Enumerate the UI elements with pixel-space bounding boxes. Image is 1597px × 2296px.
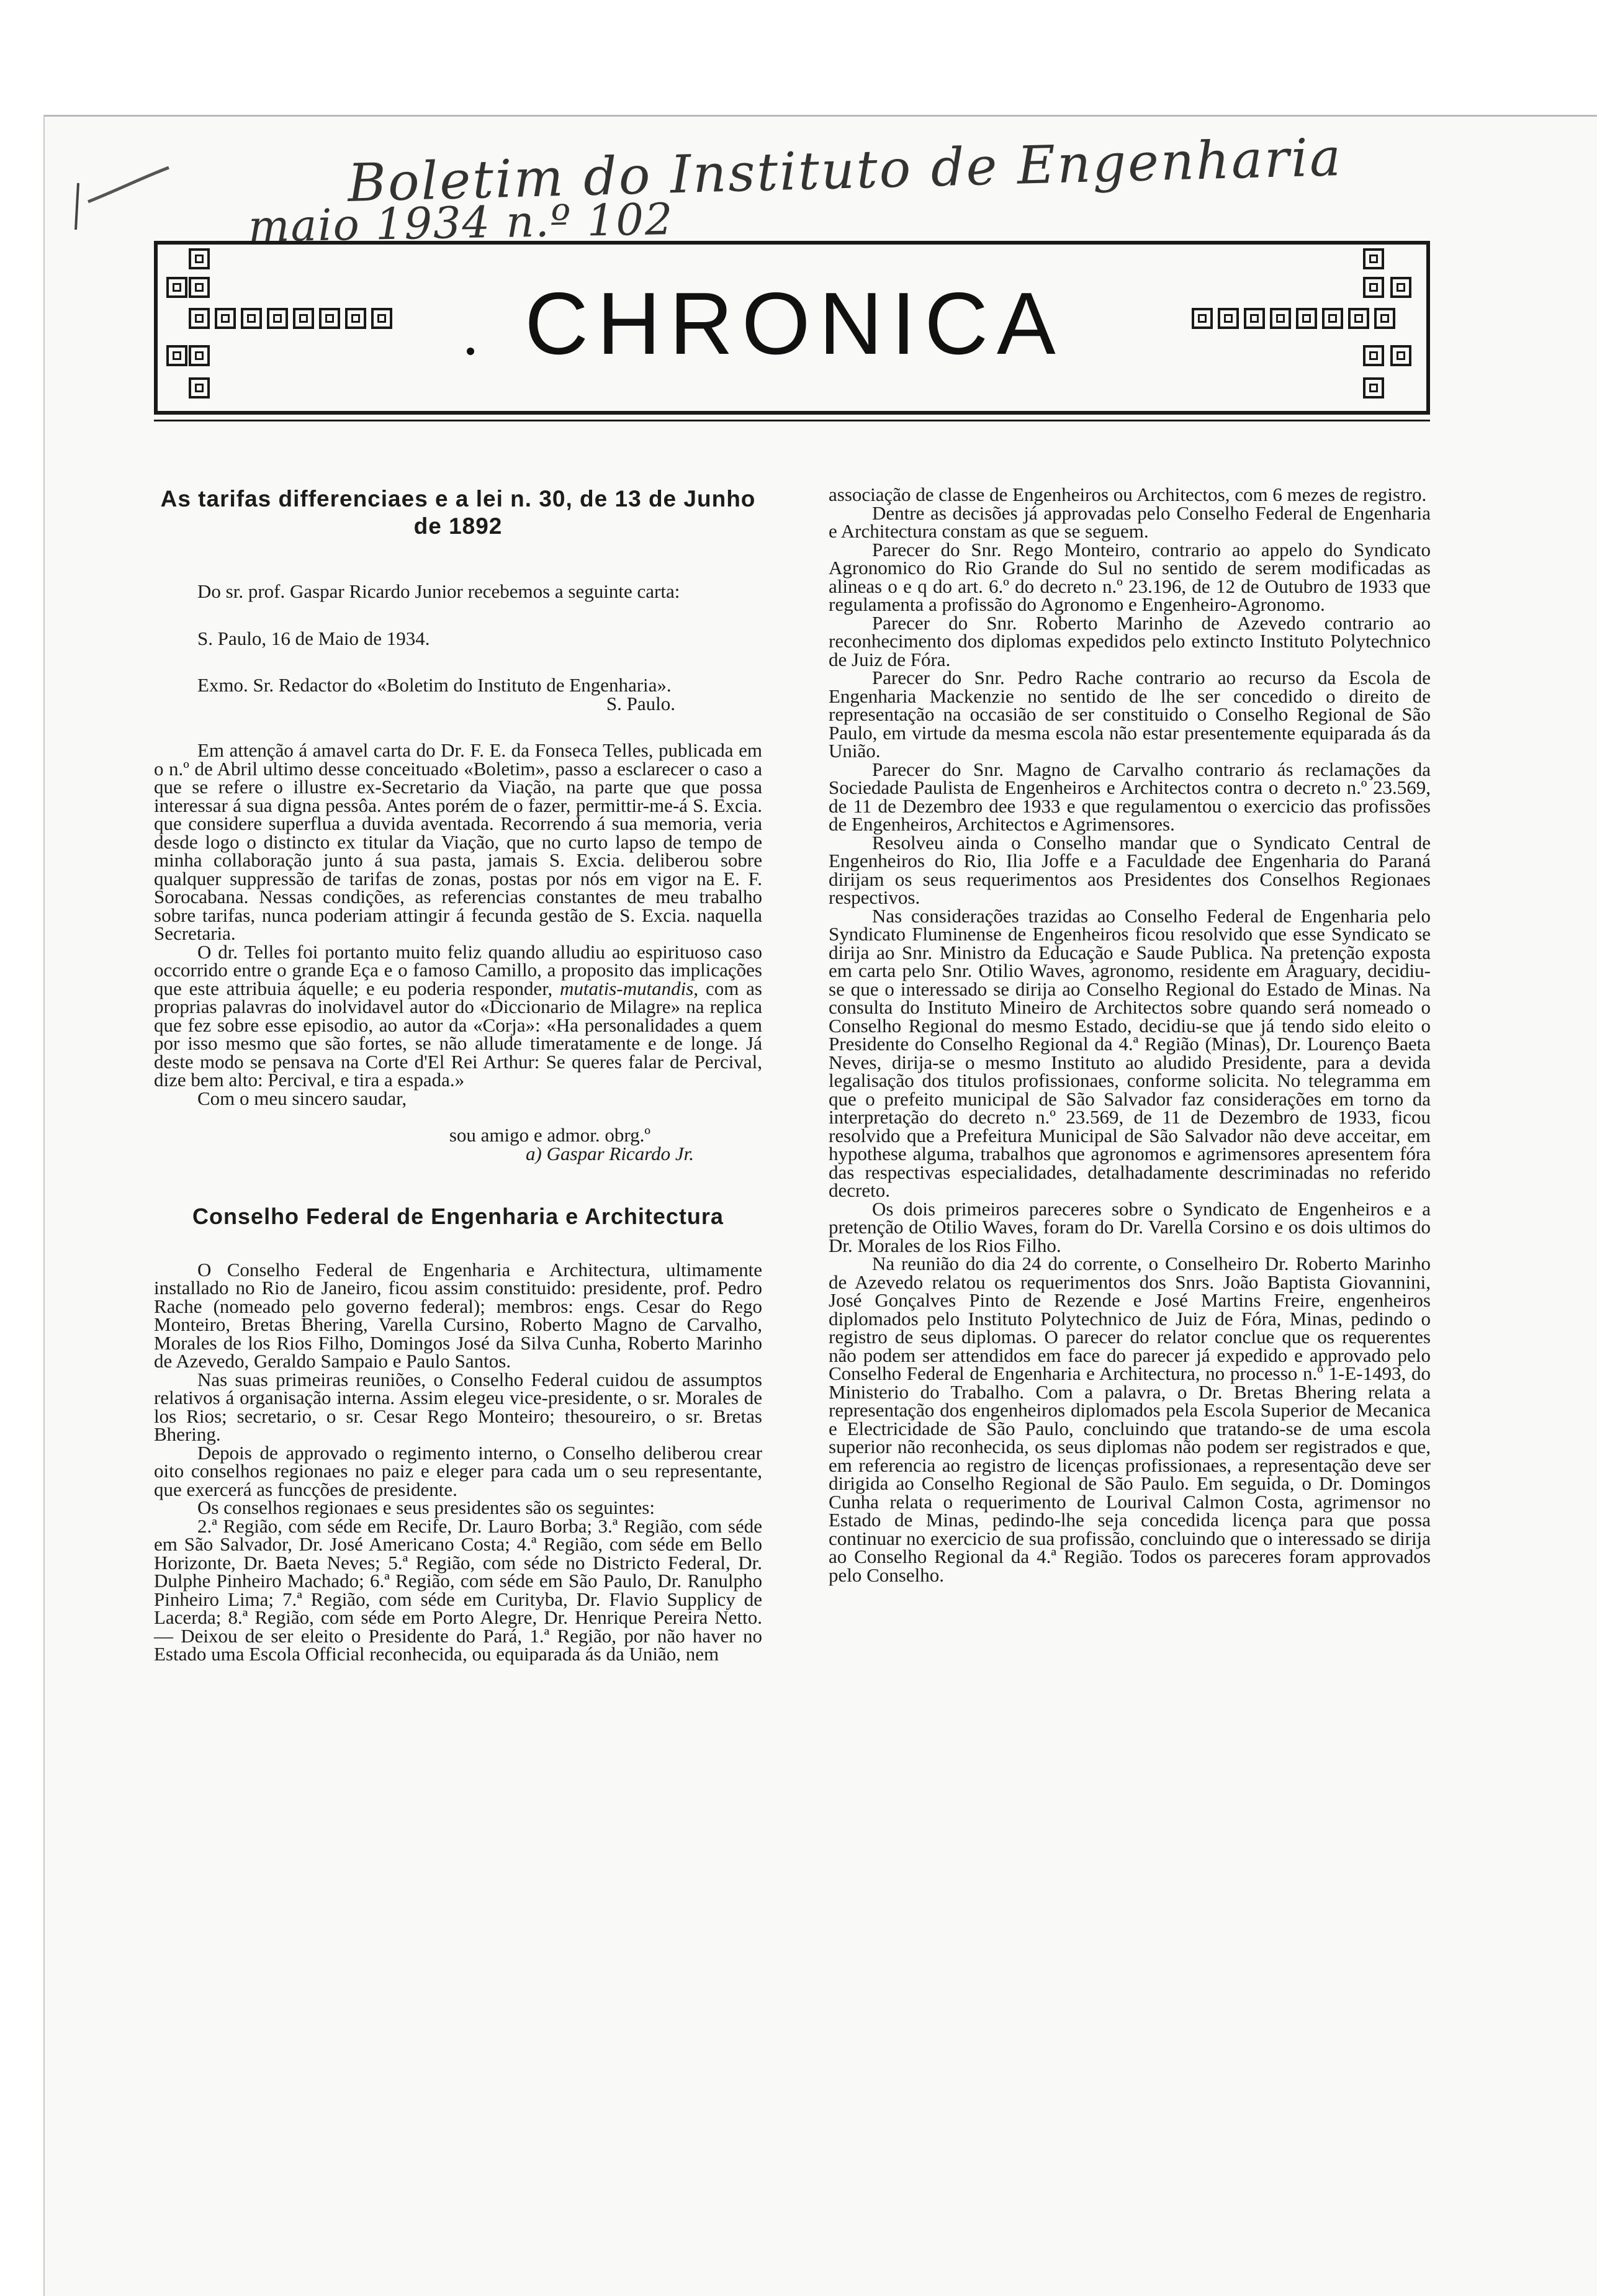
letter-signature: a) Gaspar Ricardo Jr. xyxy=(526,1142,694,1164)
ornament-square-icon xyxy=(189,248,210,269)
page-title: CHRONICA xyxy=(524,274,1064,373)
pencil-mark-icon xyxy=(70,164,175,233)
article2-paragraph-2: Nas suas primeiras reuniões, o Conselho Federal cuidou de assumptos relativos á organisação interna. Assim elegeu vice-presidente, o sr. Morales de los Rios; secretario, o sr. Cesar Rego Monteiro; thesoureiro, o sr. Bretas Bhering. xyxy=(154,1368,762,1445)
article2-decisions-intro: Dentre as decisões já approvadas pelo Conselho Federal de Engenharia e Architectura constam as que se seguem. xyxy=(829,502,1431,542)
ornament-square-icon xyxy=(345,308,366,329)
ornament-square-icon xyxy=(1244,308,1265,329)
ornament-square-icon xyxy=(215,308,236,329)
parecer-rego-monteiro: Parecer do Snr. Rego Monteiro, contrario ao appelo do Syndicato Agronomico do Rio Grande do Sul no sentido de serem modificadas as alineas o e q do art. 6.º do decreto n.º 23.196, de 12 de Outubro de 1933 que regulamenta a profissão do Agronomo e Engenheiro-Agronomo. xyxy=(829,538,1431,615)
banner-underline xyxy=(154,420,1430,421)
ornament-square-icon xyxy=(241,308,262,329)
handwritten-issue: maio 1934 n.º 102 xyxy=(248,194,675,252)
ornament-square-icon xyxy=(1374,308,1395,329)
ornament-square-icon xyxy=(1192,308,1213,329)
resolution-syndicato: Resolveu ainda o Conselho mandar que o Syndicato Central de Engenheiros do Rio, Ilia Joffe e a Faculdade dee Engenharia do Paraná dirijam os seus requerimentos aos Presidentes dos Conselhos Regionaes respectivos. xyxy=(829,831,1431,908)
ornament-square-icon xyxy=(1218,308,1239,329)
letter-address: Exmo. Sr. Redactor do «Boletim do Instituto de Engenharia». xyxy=(197,674,672,696)
pareceres-authors: Os dois primeiros pareceres sobre o Syndicato de Engenheiros e a pretenção de Otilio Waves, foram do Dr. Varella Corsino e os dois ultimos do Dr. Morales de los Rios Filho. xyxy=(829,1197,1431,1256)
article2-paragraph-1: O Conselho Federal de Engenharia e Architectura, ultimamente installado no Rio de Janeiro, ficou assim constituido: presidente, prof. Pedro Rache (nomeado pelo governo federal); membros: engs. Cesar do Rego Monteiro, Bretas Bhering, Varella Cursino, Roberto Magno de Carvalho, Morales de los Rios Filho, Domingos José da Silva Cunha, Roberto Marinho de Azevedo, Geraldo Sampaio e Paulo Santos. xyxy=(154,1258,762,1372)
ornament-square-icon xyxy=(166,345,187,366)
letter-address-place: S. Paulo. xyxy=(606,692,675,714)
ornament-square-icon xyxy=(293,308,314,329)
ornament-square-icon xyxy=(189,377,210,398)
meeting-24-paragraph: Na reunião do dia 24 do corrente, o Conselheiro Dr. Roberto Marinho de Azevedo relatou os requerimentos dos Snrs. João Baptista Giovannini, José Gonçalves Pinto de Rezende e José Martins Freire, engenheiros diplomados pelo Instituto Polytechnico de Juiz de Fóra, Minas, pedindo o registro de seus diplomas. O parecer do relator conclue que os requerentes não podem ser attendidos em face do parecer já expedido e approvado pelo Conselho Federal de Engenharia e Architectura, no processo n.º 1-E-1493, do Ministerio do Trabalho. Com a palavra, o Dr. Bretas Bhering relata a representação dos engenheiros diplomados pela Escola Superior de Mecanica e Electricidade de São Paulo, concluindo que tratando-se de uma escola superior não reconhecida, os seus diplomas não podem ser registrados e que, em referencia ao registro de licenças profissionaes, a representação deve ser dirigida ao Conselho Regional de São Paulo. Em seguida, o Dr. Domingos Cunha relata o requerimento de Lourival Calmon Costa, agrimensor no Estado de Minas, pedindo-lhe seja concedida licença para que possa continuar no exercicio de sua profissão, concluindo que o interessado se dirija ao Conselho Regional da 4.ª Região. Todos os pareceres foram approvados pelo Conselho. xyxy=(829,1253,1431,1586)
text-run: com as proprias palavras do inolvidavel autor do «Diccionario de Milagre» na replica que fez sobre esse episodio, ao autor da «Corja»: «Ha personalidades a quem por isso mesmo que são fortes, se não allude timeratamente e de longe. Já deste modo se pensava na Corte d'El Rei Arthur: Se queres falar de Percival, dize bem alto: Percival, e tira a espada.» xyxy=(154,977,762,1091)
ornament-square-icon xyxy=(371,308,392,329)
ornament-square-icon xyxy=(1390,277,1411,298)
parecer-marinho-azevedo: Parecer do Snr. Roberto Marinho de Azevedo contrario ao reconhecimento dos diplomas expedidos pelo extincto Instituto Polytechnico de Juiz de Fóra. xyxy=(829,611,1431,670)
ornament-square-icon xyxy=(189,308,210,329)
right-column xyxy=(829,485,1431,1584)
banner-dot xyxy=(467,348,474,355)
ornament-square-icon xyxy=(1296,308,1317,329)
spacer xyxy=(154,647,762,676)
handwritten-header: Boletim do Instituto de Engenharia xyxy=(346,127,1344,214)
ornament-square-icon xyxy=(189,277,210,298)
ornament-square-icon xyxy=(319,308,340,329)
spacer xyxy=(154,1107,762,1126)
ornament-square-icon xyxy=(1390,345,1411,366)
parecer-pedro-rache: Parecer do Snr. Pedro Rache contrario ao recurso da Escola de Engenharia Mackenzie no sentido de lhe ser concedido o direito de representação na occasião de ser constituido o Conselho Regional de São Paulo, em virtude da mesma escola não estar presentemente equiparada ás da União. xyxy=(829,667,1431,762)
ornament-square-icon xyxy=(1363,345,1384,366)
article2-title: Conselho Federal de Engenharia e Architectura xyxy=(192,1204,724,1229)
ornament-square-icon xyxy=(166,277,187,298)
article2-paragraph-4: Os conselhos regionaes e seus presidentes são os seguintes: xyxy=(197,1497,655,1518)
article1-title: As tarifas differenciaes e a lei n. 30, de 13 de Junho de 1892 xyxy=(160,486,756,539)
article1-intro: Do sr. prof. Gaspar Ricardo Junior recebemos a seguinte carta: xyxy=(197,580,680,602)
left-column xyxy=(154,485,762,1663)
text-run: O dr. Telles foi portanto muito feliz quando alludiu ao espirituoso caso occorrido entre o grande Eça e o famoso Camillo, a proposito das implicações que este attribuia áquelle; e eu poderia responder, xyxy=(154,940,762,999)
spacer xyxy=(154,601,762,629)
ornament-square-icon xyxy=(267,308,288,329)
considerations-paragraph: Nas considerações trazidas ao Conselho Federal de Engenharia pelo Syndicato Fluminense de Engenheiros ficou resolvido que esse Syndicato se dirija ao Snr. Ministro da Educação e Saude Publica. Na pretenção exposta em carta pelo Snr. Otilio Waves, agronomo, residente em Araguary, decidiu-se que o interessado se dirija ao Conselho Regional do Estado de Minas. Na consulta do Instituto Mineiro de Architectos sobre quando será nomeado o Conselho Regional do mesmo Estado, decidiu-se que já tendo sido eleito o Presidente do Conselho Regional da 4.ª Região (Minas), Dr. Lourenço Baeta Neves, dirija-se o mesmo Instituto ao aludido Presidente, para a devida legalisação dos titulos profissionaes, conforme solicita. No telegramma em que o prefeito municipal de São Salvador faz considerações em torno da interpretação do decreto n.º 23.569, de 11 de Dezembro de 1933, ficou resolvido que a Prefeitura Municipal de São Salvador não deve acceitar, em hypothese alguma, trabalhos que agronomos e agrimensores apresentem fóra das respectivas especialidades, detalhadamente descriminadas no referido decreto. xyxy=(829,904,1431,1201)
article2-continuation: associação de classe de Engenheiros ou Architectos, com 6 mezes de registro. xyxy=(829,484,1427,505)
italic-run: mutatis-mutandis, xyxy=(560,977,699,999)
letter-date: S. Paulo, 16 de Maio de 1934. xyxy=(197,627,430,649)
letter-signoff: sou amigo e admor. obrg.º xyxy=(449,1124,650,1146)
ornament-square-icon xyxy=(1322,308,1343,329)
letter-closing: Com o meu sincero saudar, xyxy=(197,1087,407,1109)
article2-paragraph-3: Depois de approvado o regimento interno, o Conselho deliberou crear oito conselhos regionaes no paiz e eleger para cada um o seu representante, que exercerá as funcções de presidente. xyxy=(154,1441,762,1500)
ornament-square-icon xyxy=(1270,308,1291,329)
letter-paragraph-2 xyxy=(154,940,762,1091)
ornament-square-icon xyxy=(189,345,210,366)
ornament-square-icon xyxy=(1348,308,1369,329)
ornament-square-icon xyxy=(1363,377,1384,398)
letter-paragraph-1: Em attenção á amavel carta do Dr. F. E. da Fonseca Telles, publicada em o n.º de Abril ultimo desse conceituado «Boletim», passo a esclarecer o caso a que se refere o illustre ex-Secretario da Viação, na parte que que possa interessar á sua digna pessôa. Antes porém de o fazer, permittir-me-á S. Excia. que considere superflua a duvida aventada. Recorrendo á sua memoria, veria desde logo o distincto ex titular da Viação, que no curto lapso de tempo de minha collaboração junto á sua pasta, jamais S. Excia. deliberou sobre qualquer suppressão de tarifas de zonas, postas por nós em vigor na E. F. Sorocabana. Nessas condições, as referencias constantes de meu trabalho sobre tarifas, nunca poderiam attingir á fecunda gestão de S. Excia. naquella Secretaria. xyxy=(154,739,762,944)
parecer-magno-carvalho: Parecer do Snr. Magno de Carvalho contrario ás reclamações da Sociedade Paulista de Engenheiros e Architectos contra o decreto n.º 23.569, de 11 de Dezembro dee 1933 e que regulamentou o exercicio das profissões de Engenheiros, Architectos e Agrimensores. xyxy=(829,758,1431,835)
ornament-square-icon xyxy=(1363,248,1384,269)
article2-paragraph-5: 2.ª Região, com séde em Recife, Dr. Lauro Borba; 3.ª Região, com séde em São Salvador, Dr. José Americano Costa; 4.ª Região, com séde em Bello Horizonte, Dr. Baeta Neves; 5.ª Região, com séde no Districto Federal, Dr. Dulphe Pinheiro Machado; 6.ª Região, com séde em São Paulo, Dr. Ranulpho Pinheiro Lima; 7.ª Região, com séde em Curityba, Dr. Flavio Supplicy de Lacerda; 8.ª Região, com séde em Porto Alegre, Dr. Henrique Pereira Netto. — Deixou de ser eleito o Presidente do Pará, 1.ª Região, por não haver no Estado uma Escola Official reconhecida, ou equiparada ás da União, nem xyxy=(154,1515,762,1665)
ornament-square-icon xyxy=(1363,277,1384,298)
spacer xyxy=(154,713,762,741)
